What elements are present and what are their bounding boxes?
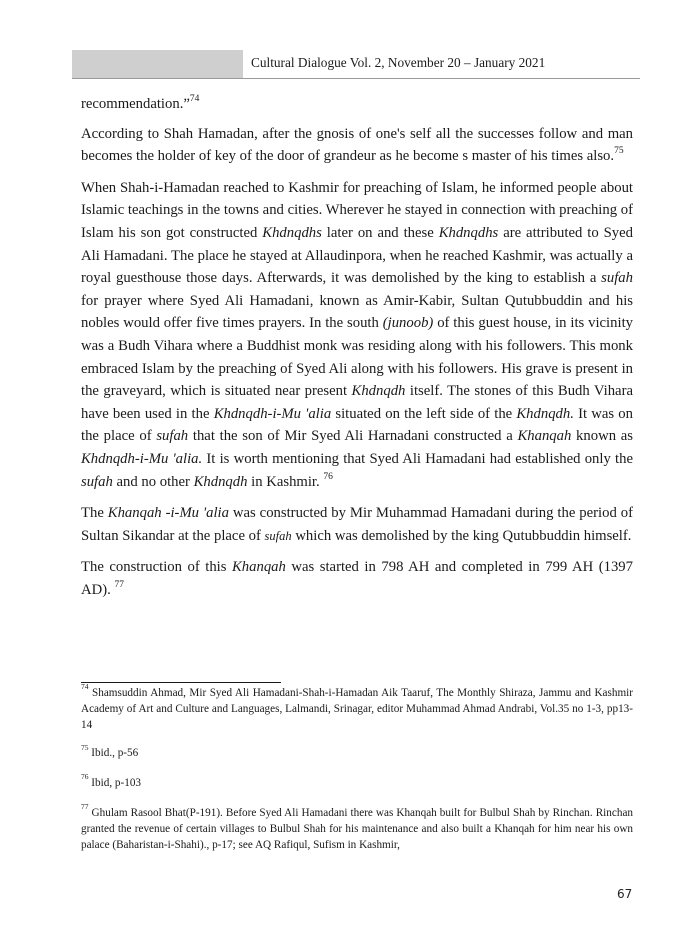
running-header: Cultural Dialogue Vol. 2, November 20 – January 2021 [251, 55, 546, 70]
paragraph-3 [81, 502, 633, 547]
footnotes [81, 682, 634, 867]
footnote-number: 76 [81, 772, 89, 782]
italic-term: Khdnqdh [193, 473, 248, 490]
text-run: The [81, 505, 108, 522]
text-run: that the son of Mir Syed Ali Harnadani constructed a [188, 428, 518, 445]
footnote-text: Ghulam Rasool Bhat(P-191). Before Syed Ali Hamadani there was Khanqah built for Bulbul Shah by Rinchan. Rinchan granted the revenue of certain villages to Bulbul Shah for his maintenance and also built a Khanqah for him near his own palace (Baharistan-i-Shahi)., p-17; see AQ Rafiqul, Sufism in Kashmir, [81, 806, 633, 851]
paragraph-0-text: recommendation.” [81, 96, 190, 112]
footnote-number: 77 [81, 802, 89, 812]
footnote-text: Shamsuddin Ahmad, Mir Syed Ali Hamadani-Shah-i-Hamadan Aik Taaruf, The Monthly Shiraza, Jammu and Kashmir Academy of Art and Culture and Languages, Lalmandi, Srinagar, editor Muhammad Ahmad Andrabi, Vol.35 no 1-3, pp13-14 [81, 687, 634, 731]
italic-term: sufah [81, 473, 113, 490]
footnote-77 [81, 802, 633, 853]
footnote-number: 75 [81, 742, 89, 752]
text-run: of this guest house, in its vicinity was a Budh Vihara where a Buddhist monk was residing along with his followers. This monk embraced Islam by the preaching of Syed Ali along with his followers. His grave is present in the graveyard, which is situated near present [81, 315, 633, 400]
italic-term: Khdnqdhs [262, 224, 322, 241]
footnote-text: Ibid, p-103 [91, 777, 142, 790]
text-run: and no other [112, 473, 194, 490]
italic-term: sufah [156, 428, 189, 445]
footnote-76 [81, 772, 633, 792]
text-run: known as [571, 428, 633, 445]
footnote-74 [81, 682, 634, 733]
italic-term: sufah [264, 528, 292, 543]
header-shade-block [72, 50, 243, 79]
text-run: When Shah-i-Hamadan reached to Kashmir for preaching of Islam, he informed people about Islamic teachings in the towns and cities. Wherever he stayed in connection with preaching of Islam his son got constructed [81, 179, 633, 241]
text-run: situated on the left side of the [331, 405, 517, 422]
footnote-75 [81, 742, 633, 762]
italic-term: Khdnqdh-i-Mu 'alia [213, 405, 332, 422]
footnote-ref-77: 77 [114, 579, 124, 590]
text-run: for prayer where Syed Ali Hamadani, known as Amir-Kabir, Sultan Qutubbuddin and his nobles would offer five times prayers. In the south [81, 292, 633, 332]
italic-term: Khanqah [517, 428, 572, 445]
text-run: It is worth mentioning that Syed Ali Hamadani had established only the [202, 450, 633, 467]
paragraph-1 [81, 123, 633, 168]
paragraph-0 [81, 93, 633, 116]
italic-term: (junoob) [382, 315, 434, 332]
footnote-ref-74: 74 [189, 94, 200, 105]
footnote-separator [81, 682, 281, 683]
italic-term: sufah [601, 270, 633, 287]
text-run: It was on the place of [81, 405, 633, 445]
italic-term: Khanqah -i-Mu 'alia [107, 505, 229, 522]
text-run: The construction of this [81, 559, 232, 576]
footnote-ref-75: 75 [614, 146, 624, 157]
italic-term: Khdnqdh [351, 383, 406, 400]
page-number: 67 [617, 887, 633, 901]
header-rule [72, 78, 640, 79]
text-run: later on and these [321, 224, 439, 241]
text-run: in Kashmir. [247, 473, 324, 490]
italic-term: Khanqah [232, 559, 286, 576]
italic-term: Khdnqdhs [438, 224, 499, 241]
paragraph-4 [81, 556, 633, 601]
paragraph-1-text: According to Shah Hamadan, after the gnosis of one's self all the successes follow and man becomes the holder of key of the door of grandeur as he become s master of his times also. [81, 125, 633, 165]
text-run: are attributed to Syed Ali Hamadani. The place he stayed at Allaudinpora, when he reached Kashmir, was actually a royal guesthouse those days. Afterwards, it was demolished by the king to establish a [81, 224, 633, 287]
italic-term: Khdnqdh. [516, 405, 574, 422]
text-run: itself. The stones of this Budh Vihara have been used in the [81, 383, 633, 422]
text-run: which was demolished by the king Qutubbuddin himself. [291, 527, 632, 544]
body-text [81, 93, 633, 610]
footnote-ref-76: 76 [323, 471, 333, 482]
text-run: was started in 798 AH and completed in 799 AH (1397 AD). [81, 559, 633, 598]
paragraph-2 [81, 177, 633, 493]
footnote-text: Ibid., p-56 [91, 747, 139, 760]
italic-term: Khdnqdh-i-Mu 'alia. [81, 450, 203, 467]
text-run: was constructed by Mir Muhammad Hamadani during the period of Sultan Sikandar at the place of [81, 505, 633, 544]
footnote-number: 74 [81, 682, 89, 692]
